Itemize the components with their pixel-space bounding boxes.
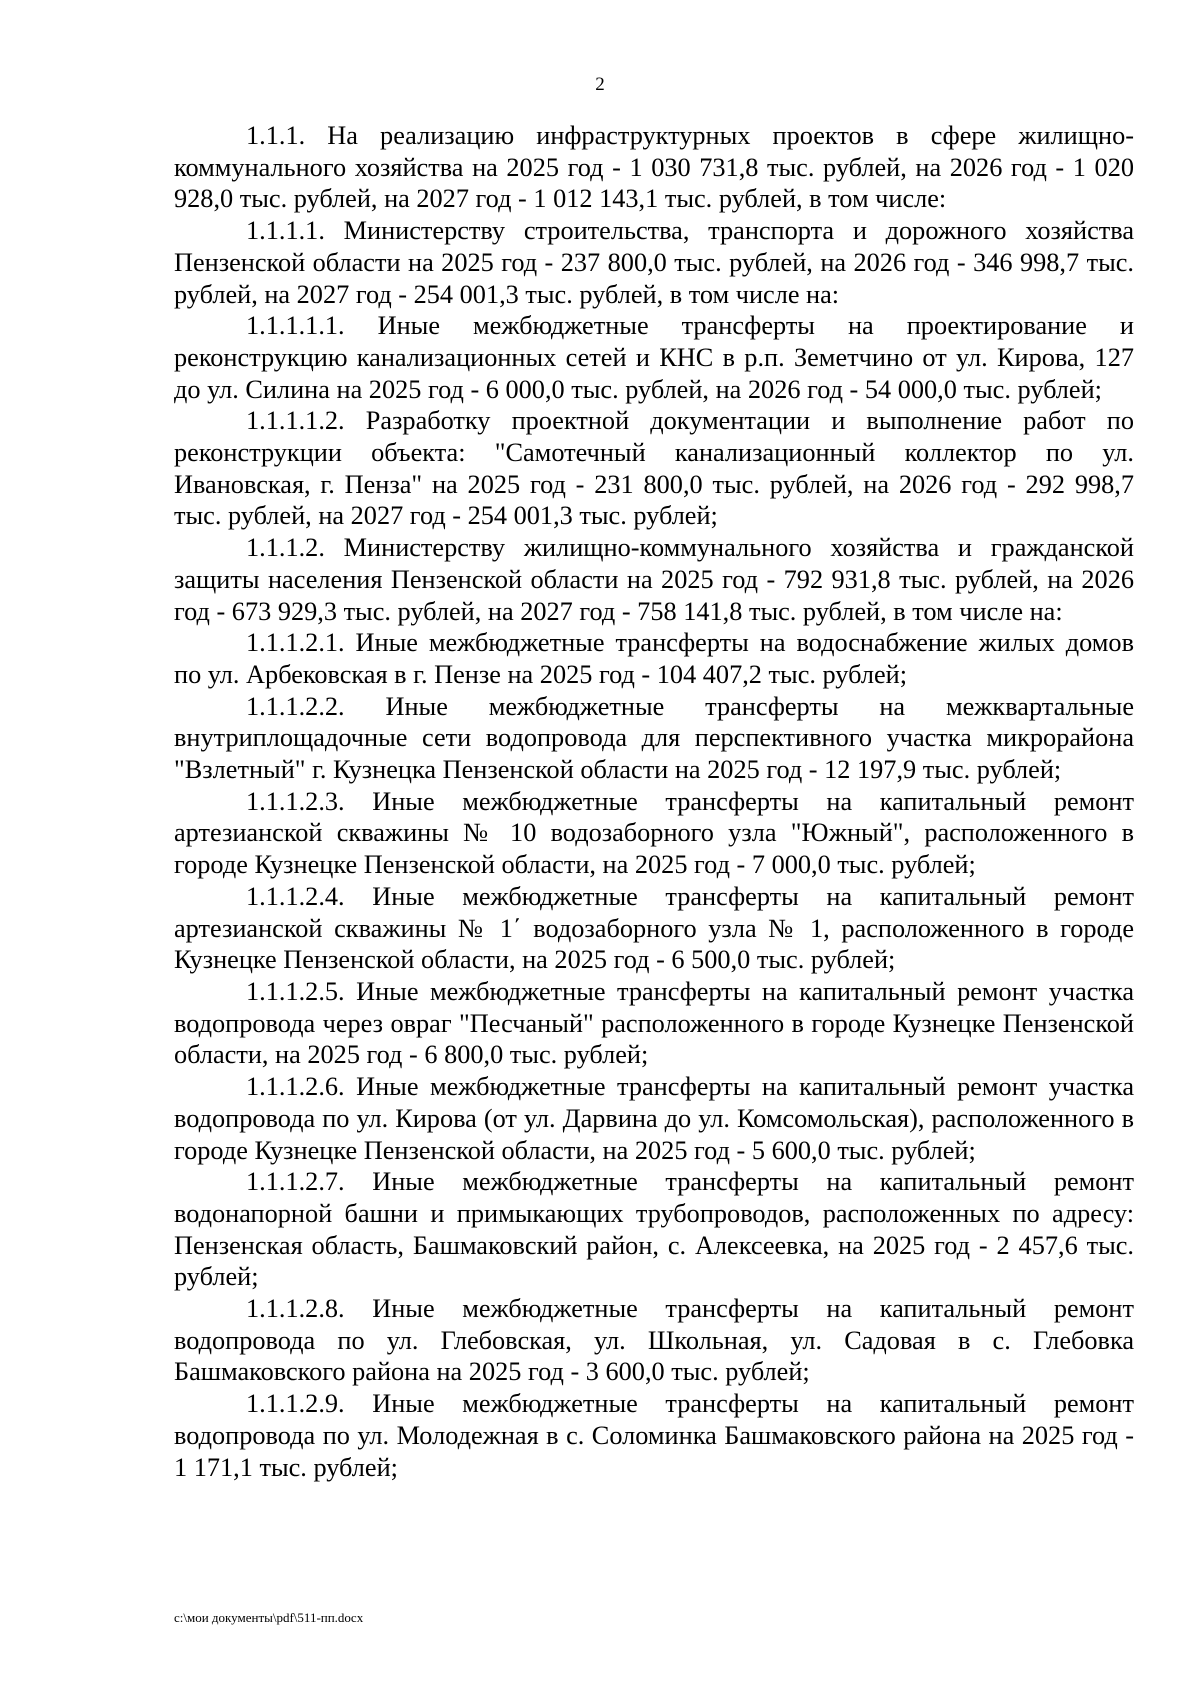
paragraph-1-1-1-1-2: 1.1.1.1.2. Разработку проектной документации и выполнение работ по реконструкции объекта: "Самотечный канализационный коллектор по ул. Ивановская, г. Пенза" на 2025 год - 231 800,0 тыс. рублей, на 2026 год - 292 998,7 тыс. рублей, на 2027 год - 254 001,3 тыс. рублей;: [174, 406, 1134, 531]
paragraph-1-1-1-1: 1.1.1.1. Министерству строительства, транспорта и дорожного хозяйства Пензенской области на 2025 год - 237 800,0 тыс. рублей, на 2026 год - 346 998,7 тыс. рублей, на 2027 год - 254 001,3 тыс. рублей, в том числе на:: [174, 216, 1134, 309]
paragraph-1-1-1-2-3: 1.1.1.2.3. Иные межбюджетные трансферты на капитальный ремонт артезианской скважины № 10 водозаборного узла "Южный", расположенного в городе Кузнецке Пензенской области, на 2025 год - 7 000,0 тыс. рублей;: [174, 786, 1134, 880]
paragraph-1-1-1: 1.1.1. На реализацию инфраструктурных проектов в сфере жилищно-коммунального хозяйства на 2025 год - 1 030 731,8 тыс. рублей, на 2026 год - 1 020 928,0 тыс. рублей, на 2027 год - 1 012 143,1 тыс. рублей, в том числе:: [174, 121, 1134, 214]
paragraph-1-1-1-2-2: 1.1.1.2.2. Иные межбюджетные трансферты на межквартальные внутриплощадочные сети водопровода для перспективного участка микрорайона "Взлетный" г. Кузнецка Пензенской области на 2025 год - 12 197,9 тыс. рублей;: [174, 691, 1134, 785]
paragraph-1-1-1-2-9: 1.1.1.2.9. Иные межбюджетные трансферты на капитальный ремонт водопровода по ул. Молодежная в с. Соломинка Башмаковского района на 2025 год - 1 171,1 тыс. рублей;: [174, 1389, 1134, 1482]
paragraph-1-1-1-2-4: 1.1.1.2.4. Иные межбюджетные трансферты на капитальный ремонт артезианской скважины № 1΄ водозаборного узла № 1, расположенного в городе Кузнецке Пензенской области, на 2025 год - 6 500,0 тыс. рублей;: [174, 881, 1134, 975]
paragraph-1-1-1-2-5: 1.1.1.2.5. Иные межбюджетные трансферты на капитальный ремонт участка водопровода через овраг "Песчаный" расположенного в городе Кузнецке Пензенской области, на 2025 год - 6 800,0 тыс. рублей;: [174, 976, 1134, 1070]
document-body: [174, 120, 1134, 1483]
paragraph-1-1-1-2-8: 1.1.1.2.8. Иные межбюджетные трансферты на капитальный ремонт водопровода по ул. Глебовская, ул. Школьная, ул. Садовая в с. Глебовка Башмаковского района на 2025 год - 3 600,0 тыс. рублей;: [174, 1294, 1134, 1387]
page-number: 2: [595, 74, 605, 95]
paragraph-1-1-1-2-7: 1.1.1.2.7. Иные межбюджетные трансферты на капитальный ремонт водонапорной башни и примыкающих трубопроводов, расположенных по адресу: Пензенская область, Башмаковский район, с. Алексеевка, на 2025 год - 2 457,6 тыс. рублей;: [174, 1167, 1134, 1292]
paragraph-1-1-1-2-1: 1.1.1.2.1. Иные межбюджетные трансферты на водоснабжение жилых домов по ул. Арбековская в г. Пензе на 2025 год - 104 407,2 тыс. рублей;: [174, 628, 1134, 689]
paragraph-1-1-1-2-6: 1.1.1.2.6. Иные межбюджетные трансферты на капитальный ремонт участка водопровода по ул. Кирова (от ул. Дарвина до ул. Комсомольская), расположенного в городе Кузнецке Пензенской области, на 2025 год - 5 600,0 тыс. рублей;: [174, 1072, 1134, 1165]
footer-file-path: c:\мои документы\pdf\511-пп.docx: [174, 1610, 364, 1625]
paragraph-1-1-1-2: 1.1.1.2. Министерству жилищно-коммунального хозяйства и гражданской защиты населения Пензенской области на 2025 год - 792 931,8 тыс. рублей, на 2026 год - 673 929,3 тыс. рублей, на 2027 год - 758 141,8 тыс. рублей, в том числе на:: [174, 533, 1134, 626]
paragraph-1-1-1-1-1: 1.1.1.1.1. Иные межбюджетные трансферты на проектирование и реконструкцию канализационных сетей и КНС в р.п. Земетчино от ул. Кирова, 127 до ул. Силина на 2025 год - 6 000,0 тыс. рублей, на 2026 год - 54 000,0 тыс. рублей;: [174, 311, 1134, 404]
